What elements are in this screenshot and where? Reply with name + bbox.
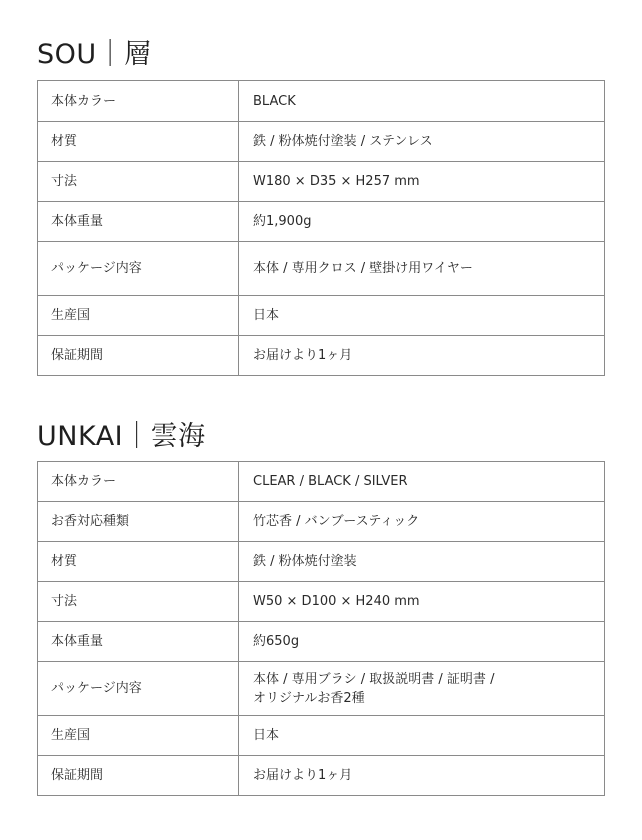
table-row [38,122,605,162]
spec-value: 鉄 / 粉体焼付塗装 [239,542,605,582]
spec-value: W180 × D35 × H257 mm [239,162,605,202]
spec-label: お香対応種類 [38,502,239,542]
spec-label: 保証期間 [38,756,239,796]
spec-label: パッケージ内容 [38,242,239,296]
table-row [38,622,605,662]
spec-value-line: オリジナルお香2種 [253,690,365,706]
spec-value: W50 × D100 × H240 mm [239,582,605,622]
table-row [38,756,605,796]
spec-value: 日本 [239,716,605,756]
spec-label: 本体重量 [38,622,239,662]
table-row [38,81,605,122]
spec-label: 材質 [38,542,239,582]
table-row [38,662,605,716]
table-row [38,242,605,296]
sou-section-title: SOU｜層 [37,39,152,70]
spec-label: 本体カラー [38,462,239,502]
table-row [38,582,605,622]
spec-label: 保証期間 [38,336,239,376]
spec-value [239,662,605,716]
spec-label: 材質 [38,122,239,162]
unkai-section-title: UNKAI｜雲海 [37,421,206,452]
unkai-spec-table [37,461,605,796]
spec-label: 寸法 [38,582,239,622]
spec-label: 生産国 [38,296,239,336]
spec-value: 鉄 / 粉体焼付塗装 / ステンレス [239,122,605,162]
spec-value-line: 本体 / 専用ブラシ / 取扱説明書 / 証明書 / [253,671,495,687]
spec-label: 寸法 [38,162,239,202]
spec-value: お届けより1ヶ月 [239,336,605,376]
spec-label: 本体カラー [38,81,239,122]
spec-value: 約1,900g [239,202,605,242]
table-row [38,502,605,542]
spec-label: パッケージ内容 [38,662,239,716]
table-row [38,162,605,202]
spec-label: 本体重量 [38,202,239,242]
table-row [38,542,605,582]
spec-value: お届けより1ヶ月 [239,756,605,796]
spec-label: 生産国 [38,716,239,756]
spec-value: 約650g [239,622,605,662]
table-row [38,296,605,336]
spec-value: BLACK [239,81,605,122]
spec-value: 日本 [239,296,605,336]
spec-value: 竹芯香 / バンブースティック [239,502,605,542]
table-row [38,336,605,376]
table-row [38,462,605,502]
spec-value: 本体 / 専用クロス / 壁掛け用ワイヤー [239,242,605,296]
spec-value: CLEAR / BLACK / SILVER [239,462,605,502]
table-row [38,716,605,756]
table-row [38,202,605,242]
sou-spec-table [37,80,605,376]
